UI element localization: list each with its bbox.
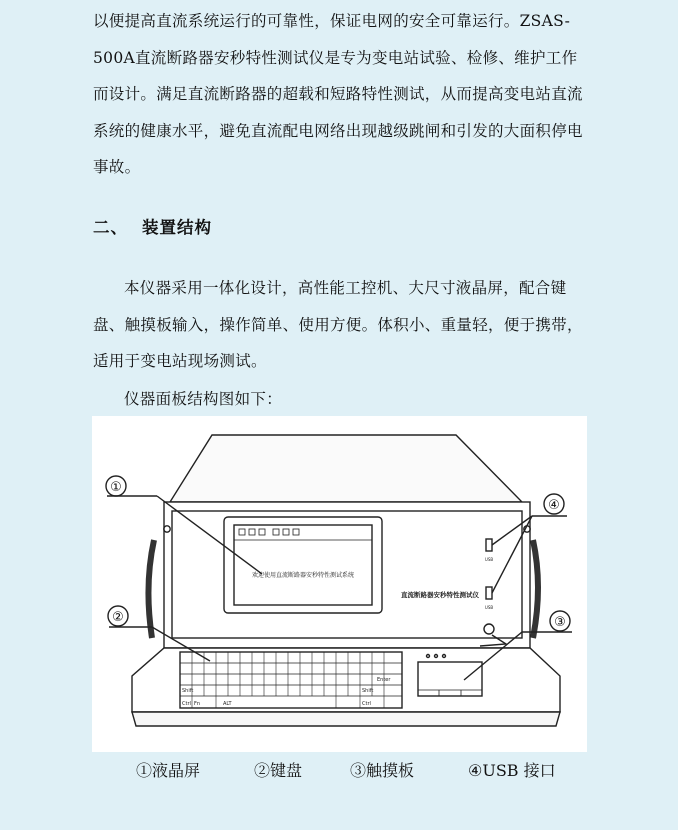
callout-4: ④ (548, 498, 560, 513)
key-enter: Enter (377, 677, 391, 683)
key-shift-left: Shift (182, 688, 194, 694)
intro-paragraph: 以便提高直流系统运行的可靠性，保证电网的安全可靠运行。ZSAS-500A直流断路器安秒特性测试仪是专为变电站试验、检修、维护工作而设计。满足直流断路器的超载和短路特性测试，从而提高变电站直流系统的健康水平，避免直流配电网络出现越级跳闸和引发的大面积停电事故。 (93, 12, 583, 176)
key-ctrl-right: Ctrl (362, 701, 371, 707)
structure-paragraph: 本仪器采用一体化设计，高性能工控机、大尺寸液晶屏，配合键盘、触摸板输入，操作简单、使用方便。体积小、重量轻，便于携带，适用于变电站现场测试。 (93, 279, 583, 370)
usb-label-bottom: USB (484, 605, 494, 610)
panel-label: 直流断路器安秒特性测试仪 (401, 591, 479, 599)
caption-lcd: ①液晶屏 (136, 761, 201, 780)
caption-touchpad: ③触摸板 (350, 761, 415, 780)
section-title: 装置结构 (142, 218, 212, 237)
key-ctrl-left: Ctrl (182, 701, 191, 707)
section-heading (93, 214, 212, 238)
caption-keyboard: ②键盘 (254, 761, 303, 780)
caption-usb: ④USB 接口 (468, 761, 556, 780)
section-number: 二、 (93, 218, 128, 237)
callout-2: ② (112, 610, 124, 625)
key-shift-right: Shift (362, 688, 374, 694)
figure-captions (136, 757, 576, 785)
usb-label-top: USB (484, 557, 494, 562)
screen-welcome-text: 欢迎使用直流断路器安秒特性测试系统 (251, 572, 355, 579)
figure-intro-paragraph: 仪器面板结构图如下： (124, 390, 283, 408)
callout-3: ③ (554, 615, 566, 630)
key-alt: ALT (223, 701, 232, 707)
instrument-drawing (92, 416, 587, 752)
key-fn: Fn (194, 701, 201, 707)
callout-1: ① (110, 480, 122, 495)
instrument-panel-figure (92, 416, 587, 752)
